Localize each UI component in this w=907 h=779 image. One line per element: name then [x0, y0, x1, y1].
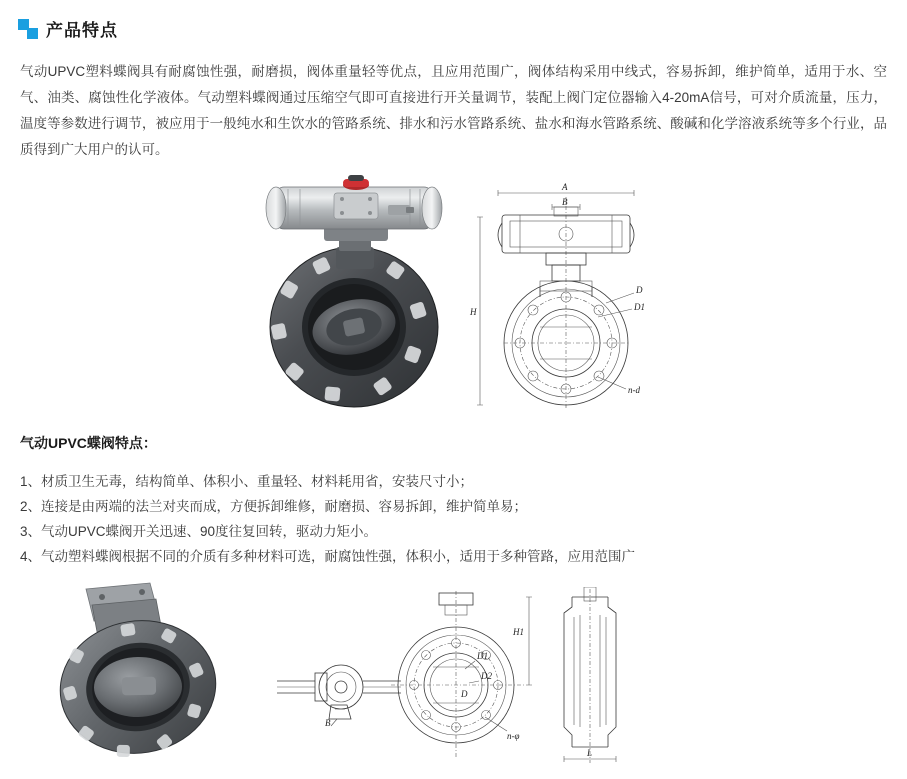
svg-text:H: H — [470, 307, 477, 317]
svg-text:D2: D2 — [481, 671, 492, 681]
figure-row-bottom — [0, 579, 907, 779]
subsection-title: 气动UPVC蝶阀特点： — [20, 435, 157, 451]
pneumatic-valve-photo — [238, 175, 468, 413]
list-item: 1、材质卫生无毒，结构简单、体积小、重量轻、材料耗用省，安装尺寸小； — [20, 474, 474, 489]
svg-text:D1: D1 — [634, 302, 645, 312]
list-item: 2、连接是由两端的法兰对夹而成，方便拆卸维修，耐磨损、容易拆卸，维护简单易； — [20, 499, 528, 514]
svg-text:n-d: n-d — [628, 385, 640, 395]
svg-text:B: B — [325, 718, 331, 727]
valve-section-drawing — [550, 587, 630, 767]
svg-text:D: D — [461, 689, 468, 699]
svg-text:D: D — [636, 285, 643, 295]
pneumatic-valve-dimension-drawing — [466, 177, 666, 413]
valve-face-dimension-drawing — [385, 589, 545, 764]
svg-text:n-φ: n-φ — [507, 731, 520, 741]
svg-text:B: B — [562, 197, 568, 207]
svg-text:H1: H1 — [513, 627, 524, 637]
figure-row-top — [0, 175, 907, 415]
svg-text:D1: D1 — [477, 651, 488, 661]
intro-paragraph: 气动UPVC塑料蝶阀具有耐腐蚀性强，耐磨损，阀体重量轻等优点，且应用范围广，阀体结构采用中线式，容易拆卸，维护简单，适用于水、空气、油类、腐蚀性化学液体。气动塑料蝶阀通过压缩空气即可直接进行开关量调节，装配上阀门定位器输入4-20mA信号，可对介质流量，压力，温度等参数进行调节，被应用于一般纯水和生饮水的管路系统、排水和污水管路系统、盐水和海水管路系统、酸碱和化学溶液系统等多个行业，品质得到广大用户的认可。 — [20, 64, 887, 157]
page-title: 产品特点 — [46, 21, 118, 40]
section-marker-icon — [18, 19, 38, 39]
list-item: 3、气动UPVC蝶阀开关迅速、90度往复回转，驱动力矩小。 — [20, 524, 378, 539]
upvc-valve-body-photo — [18, 579, 268, 759]
feature-list — [20, 469, 887, 569]
list-item: 4、气动塑料蝶阀根据不同的介质有多种材料可选，耐腐蚀性强，体积小，适用于多种管路，应用范围广 — [20, 549, 636, 564]
section-header — [0, 0, 907, 41]
svg-text:A: A — [562, 182, 568, 192]
svg-text:L: L — [587, 748, 593, 758]
